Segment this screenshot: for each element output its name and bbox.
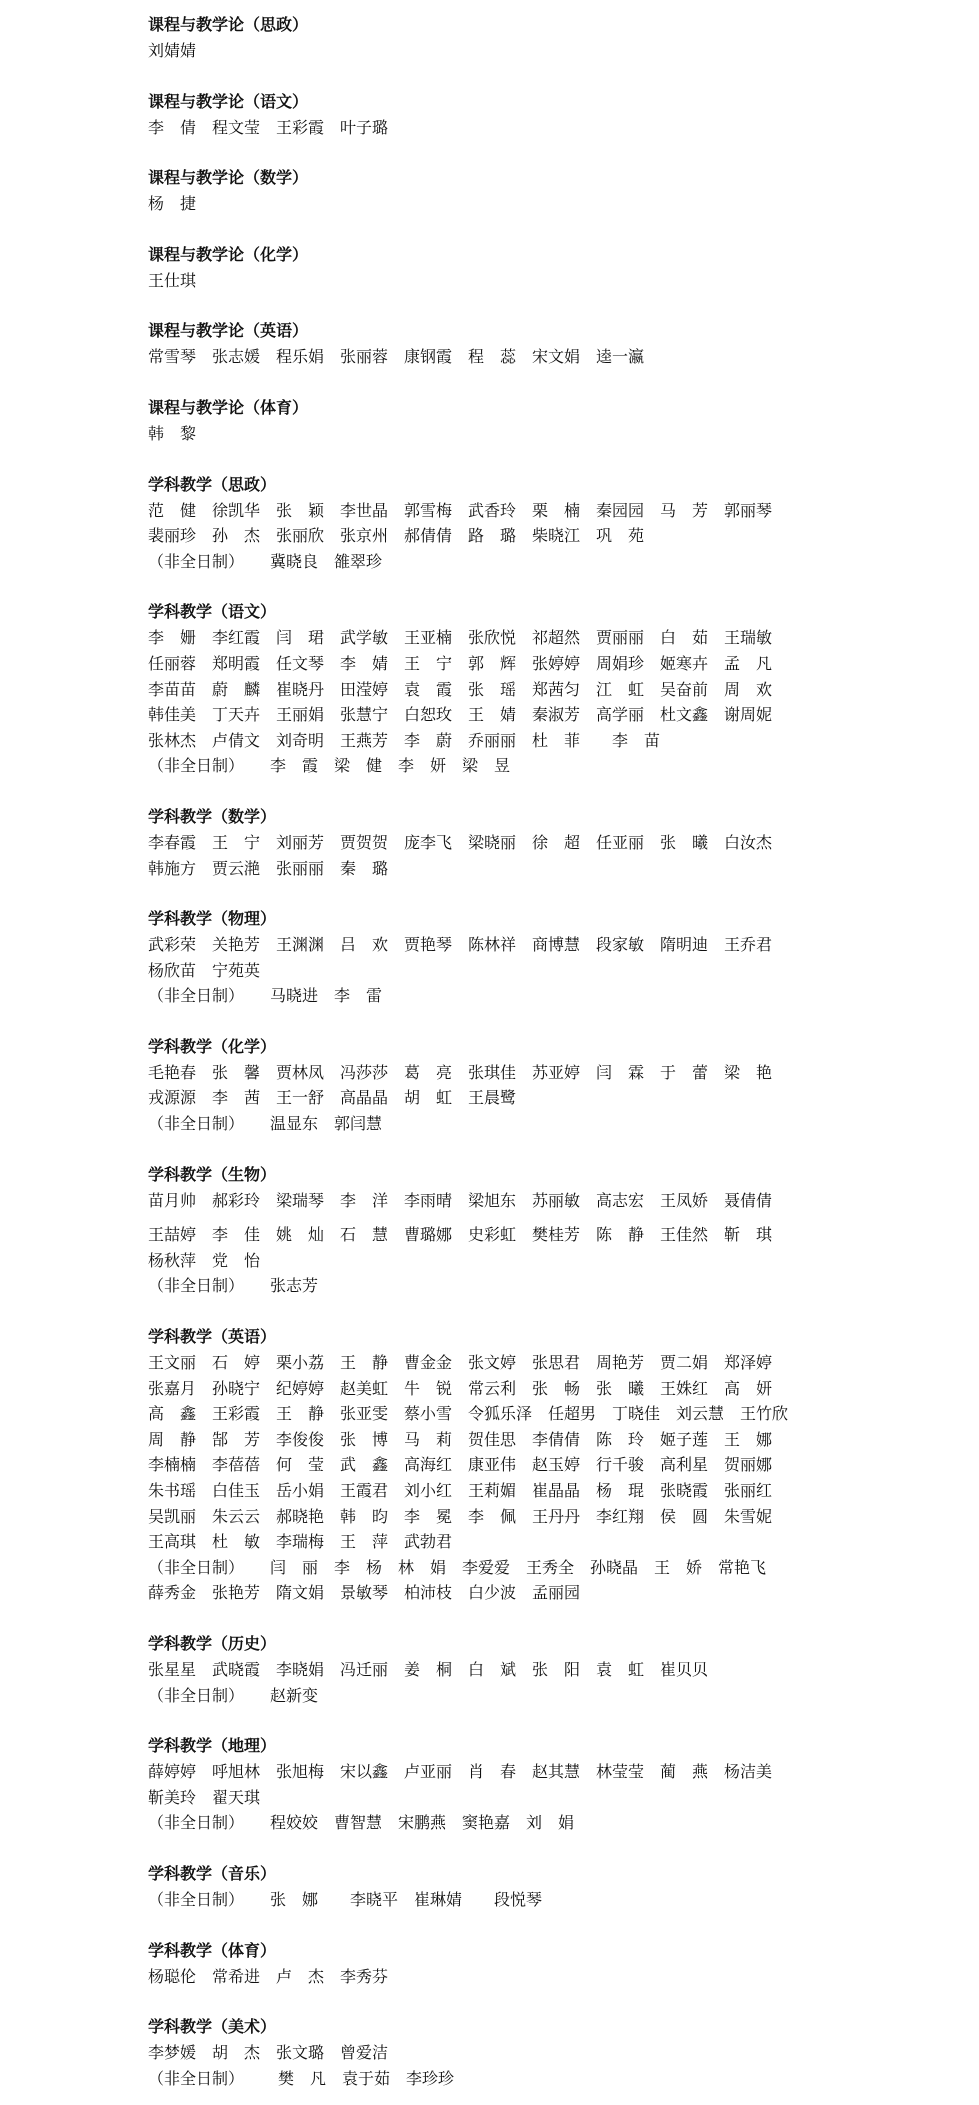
section: [148, 395, 979, 447]
name-row: 李梦媛 胡 杰 张文璐 曾爱洁: [148, 2043, 389, 2063]
part-time-label: （非全日制）: [148, 1813, 245, 1833]
name-row: 杨 捷: [148, 194, 197, 214]
name-row: 王仕琪: [148, 270, 197, 290]
section: [148, 12, 979, 64]
part-time-names: 李 霞 梁 健 李 妍 梁 昱: [270, 756, 511, 776]
part-time-row: [148, 983, 968, 1009]
section-heading: 课程与教学论（英语）: [148, 321, 309, 341]
name-row: 靳美玲 翟天琪: [148, 1787, 261, 1807]
section-heading: 课程与教学论（语文）: [148, 91, 309, 111]
name-row: 任丽蓉 郑明霞 任文琴 李 婧 王 宁 郭 辉 张婷婷 周娟珍 姬寒卉 孟 凡: [148, 653, 773, 673]
name-row: 韩施方 贾云滟 张丽丽 秦 璐: [148, 858, 389, 878]
section-heading: 学科教学（音乐）: [148, 1863, 277, 1883]
name-row: 苗月帅 郝彩玲 梁瑞琴 李 洋 李雨晴 梁旭东 苏丽敏 高志宏 王凤娇 聂倩倩: [148, 1190, 773, 1210]
section: [148, 1861, 979, 1913]
section: [148, 318, 979, 370]
section: [148, 242, 979, 294]
section: [148, 599, 979, 779]
section-heading: 学科教学（美术）: [148, 2017, 277, 2037]
part-time-row: [148, 753, 968, 779]
part-time-names: 樊 凡 袁于茹 李珍珍: [278, 2068, 455, 2088]
part-time-label: （非全日制）: [148, 1557, 245, 1577]
part-time-names: 马晓进 李 雷: [270, 986, 383, 1006]
part-time-row: [148, 2066, 968, 2092]
name-row: 韩佳美 丁天卉 王丽娟 张慧宁 白恕玫 王 婧 秦淑芳 高学丽 杜文鑫 谢周妮: [148, 705, 773, 725]
name-row: 杨欣苗 宁苑英: [148, 960, 261, 980]
section-heading: 学科教学（体育）: [148, 1940, 277, 1960]
section: [148, 472, 979, 575]
name-row: 李春霞 王 宁 刘丽芳 贾贺贺 庞李飞 梁晓丽 徐 超 任亚丽 张 曦 白汝杰: [148, 832, 773, 852]
section-heading: 学科教学（历史）: [148, 1633, 277, 1653]
part-time-label: （非全日制）: [148, 1114, 245, 1134]
section: [148, 1938, 979, 1990]
name-row: 张星星 武晓霞 李晓娟 冯迁丽 姜 桐 白 斌 张 阳 袁 虹 崔贝贝: [148, 1659, 709, 1679]
section: [148, 1034, 979, 1137]
name-row: 戎源源 李 茜 王一舒 高晶晶 胡 虹 王晨鹭: [148, 1088, 517, 1108]
part-time-row: [148, 1683, 968, 1709]
name-row: 杨聪伦 常希进 卢 杰 李秀芬: [148, 1966, 389, 1986]
section-heading: 课程与教学论（数学）: [148, 168, 309, 188]
section-heading: 学科教学（化学）: [148, 1036, 277, 1056]
name-row: 高 鑫 王彩霞 王 静 张亚雯 蔡小雪 令狐乐泽 任超男 丁晓佳 刘云慧 王竹欣: [148, 1404, 789, 1424]
part-time-names: 温显东 郭闫慧: [270, 1114, 383, 1134]
name-row: 李楠楠 李蓓蓓 何 莹 武 鑫 高海红 康亚伟 赵玉婷 行千骏 高利星 贺丽娜: [148, 1455, 773, 1475]
section: [148, 1162, 979, 1299]
part-time-names: 赵新变: [270, 1685, 319, 1705]
section-heading: 学科教学（物理）: [148, 909, 277, 929]
name-row: 李 倩 程文莹 王彩霞 叶子璐: [148, 117, 389, 137]
section: [148, 165, 979, 217]
section-heading: 学科教学（数学）: [148, 806, 277, 826]
part-time-label: （非全日制）: [148, 2068, 245, 2088]
name-row: 毛艳春 张 馨 贾林凤 冯莎莎 葛 亮 张琪佳 苏亚婷 闫 霖 于 蕾 梁 艳: [148, 1062, 773, 1082]
part-time-label: （非全日制）: [148, 551, 245, 571]
section: [148, 1631, 979, 1708]
part-time-label: （非全日制）: [148, 1685, 245, 1705]
name-row: 王文丽 石 婷 栗小荔 王 静 曹金金 张文婷 张思君 周艳芳 贾二娟 郑泽婷: [148, 1353, 773, 1373]
name-row: 薛婷婷 呼旭林 张旭梅 宋以鑫 卢亚丽 肖 春 赵其慧 林莹莹 蔺 燕 杨洁美: [148, 1762, 773, 1782]
name-row: 武彩荣 关艳芳 王渊渊 吕 欢 贾艳琴 陈林祥 商博慧 段家敏 隋明迪 王乔君: [148, 935, 773, 955]
name-row: 常雪琴 张志媛 程乐娟 张丽蓉 康钢霞 程 蕊 宋文娟 逵一瀛: [148, 347, 645, 367]
name-row: 王喆婷 李 佳 姚 灿 石 慧 曹璐娜 史彩虹 樊桂芳 陈 静 王佳然 靳 琪: [148, 1225, 773, 1245]
name-row: 刘婧婧: [148, 41, 197, 60]
part-time-label: （非全日制）: [148, 986, 245, 1006]
name-row: 李 姗 李红霞 闫 珺 武学敏 王亚楠 张欣悦 祁超然 贾丽丽 白 茹 王瑞敏: [148, 628, 773, 648]
name-row: 杨秋萍 党 怡: [148, 1250, 261, 1270]
part-time-row: [148, 1810, 968, 1836]
section-heading: 课程与教学论（化学）: [148, 244, 309, 264]
part-time-names: 冀晓良 雒翠珍: [270, 551, 383, 571]
part-time-names: 张 娜 李晓平 崔琳婧 段悦琴: [270, 1889, 543, 1909]
name-row: 朱书瑶 白佳玉 岳小娟 王霞君 刘小红 王莉媚 崔晶晶 杨 琨 张晓霞 张丽红: [148, 1481, 773, 1500]
part-time-names: 闫 丽 李 杨 林 娟 李爱爱 王秀全 孙晓晶 王 娇 常艳飞: [270, 1557, 767, 1577]
part-time-label: （非全日制）: [148, 1889, 245, 1909]
name-row: 范 健 徐凯华 张 颖 李世晶 郭雪梅 武香玲 栗 楠 秦园园 马 芳 郭丽琴: [148, 500, 773, 520]
name-row: 韩 黎: [148, 423, 197, 443]
part-time-label: （非全日制）: [148, 756, 245, 776]
section-heading: 学科教学（生物）: [148, 1164, 277, 1184]
name-row: 张林杰 卢倩文 刘奇明 王燕芳 李 蔚 乔丽丽 杜 菲 李 苗: [148, 730, 661, 750]
section: [148, 89, 979, 141]
part-time-label: （非全日制）: [148, 1276, 245, 1296]
part-time-names: 张志芳: [270, 1276, 319, 1296]
section-heading: 学科教学（思政）: [148, 474, 277, 494]
section: [148, 804, 979, 881]
section-heading: 课程与教学论（体育）: [148, 397, 309, 417]
section-heading: 课程与教学论（思政）: [148, 15, 309, 34]
section: [148, 1324, 979, 1606]
name-row: 薛秀金 张艳芳 隋文娟 景敏琴 柏沛枝 白少波 孟丽园: [148, 1583, 581, 1603]
name-row: 吴凯丽 朱云云 郝晓艳 韩 昀 李 冕 李 佩 王丹丹 李红翔 侯 圆 朱雪妮: [148, 1506, 773, 1526]
section: [148, 906, 979, 1009]
section: [148, 2014, 979, 2091]
section-heading: 学科教学（英语）: [148, 1327, 277, 1347]
part-time-row: [148, 549, 968, 575]
part-time-row: [148, 1555, 968, 1581]
part-time-row: [148, 1273, 968, 1299]
part-time-names: 程姣姣 曹智慧 宋鹏燕 窦艳嘉 刘 娟: [270, 1813, 575, 1833]
name-row: 王高琪 杜 敏 李瑞梅 王 萍 武勃君: [148, 1532, 453, 1552]
part-time-row: [148, 1111, 968, 1137]
name-row: 李苗苗 蔚 麟 崔晓丹 田滢婷 袁 霞 张 瑶 郑茜匀 江 虹 吴奋前 周 欢: [148, 679, 773, 699]
part-time-row: [148, 1887, 968, 1913]
name-row: 周 静 郜 芳 李俊俊 张 博 马 莉 贺佳思 李倩倩 陈 玲 姬子莲 王 娜: [148, 1429, 773, 1449]
section-heading: 学科教学（地理）: [148, 1736, 277, 1756]
section: [148, 1733, 979, 1836]
name-row: 裴丽珍 孙 杰 张丽欣 张京州 郝倩倩 路 璐 柴晓江 巩 苑: [148, 526, 645, 546]
name-row: 张嘉月 孙晓宁 纪婷婷 赵美虹 牛 锐 常云利 张 畅 张 曦 王姝红 高 妍: [148, 1378, 773, 1398]
section-heading: 学科教学（语文）: [148, 602, 277, 622]
